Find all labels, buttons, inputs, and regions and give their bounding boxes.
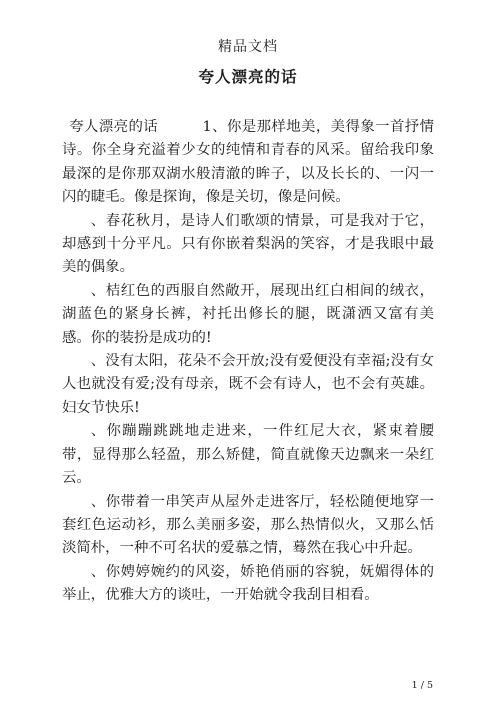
page-header: 精品文档 — [218, 39, 278, 55]
paragraph: 、没有太阳，花朵不会开放;没有爱便没有幸福;没有女人也就没有爱;没有母亲，既不会有诗人，也不会有英雄。妇女节快乐! — [62, 353, 434, 416]
document-title: 夸人漂亮的话 — [198, 67, 298, 86]
paragraph: 、你蹦蹦跳跳地走进来，一件红尼大衣，紧束着腰带，显得那么轻盈，那么矫健，简直就像天边飘来一朵红云。 — [62, 423, 434, 487]
page-number: 1 / 5 — [411, 680, 433, 691]
document-body — [62, 116, 434, 608]
paragraph: 、你娉婷婉约的风姿，娇艳俏丽的容貌，妩媚得体的举止，优雅大方的谈吐，一开始就令我刮目相看。 — [62, 563, 434, 604]
paragraph: 、桔红色的西服自然敞开，展现出红白相间的绒衣，湖蓝色的紧身长裤，衬托出修长的腿，既潇洒又富有美感。你的装扮是成功的! — [62, 282, 434, 346]
paragraph: 、你带着一串笑声从屋外走进客厅，轻松随便地穿一套红色运动衫，那么美丽多姿，那么热情似火，又那么恬淡简朴，一种不可名状的爱慕之情，蓦然在我心中升起。 — [62, 493, 434, 557]
paragraph: 、春花秋月，是诗人们歌颂的情景，可是我对于它，却感到十分平凡。只有你嵌着梨涡的笑容，才是我眼中最美的偶象。 — [62, 212, 434, 276]
paragraph: 夸人漂亮的话 1、你是那样地美，美得象一首抒情诗。你全身充溢着少女的纯情和青春的风采。留给我印象最深的是你那双湖水般清澈的眸子，以及长长的、一闪一闪的睫毛。像是探询，像是关切，像是问候。 — [62, 119, 434, 206]
